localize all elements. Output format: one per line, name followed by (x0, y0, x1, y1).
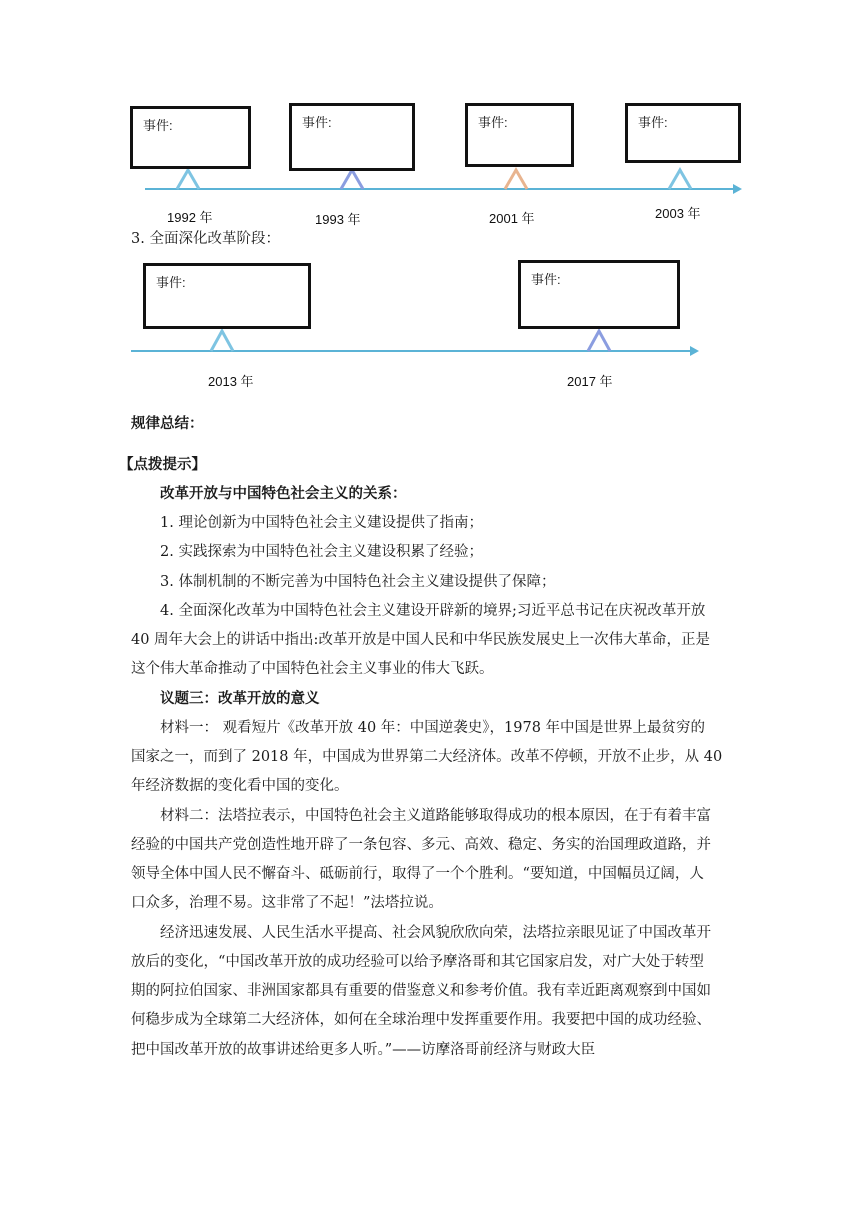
relation-line-4: 4. 全面深化改革为中国特色社会主义建设开辟新的境界;习近平总书记在庆祝改革开放 (160, 603, 706, 619)
relation-line-6: 这个伟大革命推动了中国特色社会主义事业的伟大飞跃。 (131, 661, 494, 677)
event-marker-2017 (588, 331, 610, 351)
year-label-1993: 1993 年 (315, 212, 361, 227)
relation-line-5: 40 周年大会上的讲话中指出:改革开放是中国人民和中华民族发展史上一次伟大革命，正是 (131, 632, 710, 648)
event-label: 事件: (302, 115, 332, 130)
year-label-2013: 2013 年 (208, 374, 254, 389)
section3-heading: 3. 全面深化改革阶段： (131, 231, 280, 247)
year-label-2001: 2001 年 (489, 211, 535, 226)
material1-line-1: 材料一： 观看短片《改革开放 40 年：中国逆袭史》，1978 年中国是世界上最贫穷的 (160, 720, 706, 736)
material2-line-1: 材料二：法塔拉表示，中国特色社会主义道路能够取得成功的根本原因，在于有着丰富 (160, 808, 711, 824)
material1-line-3: 年经济数据的变化看中国的变化。 (131, 778, 349, 794)
event-label: 事件: (156, 275, 186, 290)
tips-heading: 【点拨提示】 (119, 456, 206, 473)
timeline-bottom-axis (0, 0, 860, 400)
event-box-2013[interactable] (143, 263, 311, 329)
rule-summary-heading: 规律总结： (131, 415, 204, 432)
material3-line-2: 放后的变化，“中国改革开放的成功经验可以给予摩洛哥和其它国家启发，对广大处于转型 (131, 954, 704, 970)
material2-line-4: 口众多，治理不易。这非常了不起！”法塔拉说。 (131, 895, 443, 911)
event-label: 事件: (531, 272, 561, 287)
material1-line-2: 国家之一，而到了 2018 年，中国成为世界第二大经济体。改革不停顿，开放不止步，从 40 (131, 749, 723, 765)
relation-heading: 改革开放与中国特色社会主义的关系： (160, 485, 407, 502)
relation-line-2: 2. 实践探索为中国特色社会主义建设积累了经验； (160, 544, 483, 560)
material3-line-4: 何稳步成为全球第二大经济体，如何在全球治理中发挥重要作用。我要把中国的成功经验、 (131, 1012, 711, 1028)
material2-line-3: 领导全体中国人民不懈奋斗、砥砺前行，取得了一个个胜利。“要知道，中国幅员辽阔，人 (131, 866, 704, 882)
topic3-heading: 议题三：改革开放的意义 (160, 690, 320, 707)
material3-line-3: 期的阿拉伯国家、非洲国家都具有重要的借鉴意义和参考价值。我有幸近距离观察到中国如 (131, 983, 711, 999)
timeline-bottom (0, 0, 860, 400)
event-label: 事件: (478, 115, 508, 130)
material2-line-2: 经验的中国共产党创造性地开辟了一条包容、多元、高效、稳定、务实的治国理政道路，并 (131, 837, 711, 853)
relation-line-1: 1. 理论创新为中国特色社会主义建设提供了指南； (160, 515, 483, 531)
event-box-2017[interactable] (518, 260, 680, 329)
year-label-1992: 1992 年 (167, 210, 213, 225)
year-label-2003: 2003 年 (655, 206, 701, 221)
event-label: 事件: (638, 115, 668, 130)
material3-line-5: 把中国改革开放的故事讲述给更多人听。”——访摩洛哥前经济与财政大臣 (131, 1042, 596, 1058)
material3-line-1: 经济迅速发展、人民生活水平提高、社会风貌欣欣向荣，法塔拉亲眼见证了中国改革开 (160, 925, 711, 941)
year-label-2017: 2017 年 (567, 374, 613, 389)
relation-line-3: 3. 体制机制的不断完善为中国特色社会主义建设提供了保障； (160, 574, 556, 590)
event-label: 事件: (143, 118, 173, 133)
event-marker-2013 (211, 331, 233, 351)
